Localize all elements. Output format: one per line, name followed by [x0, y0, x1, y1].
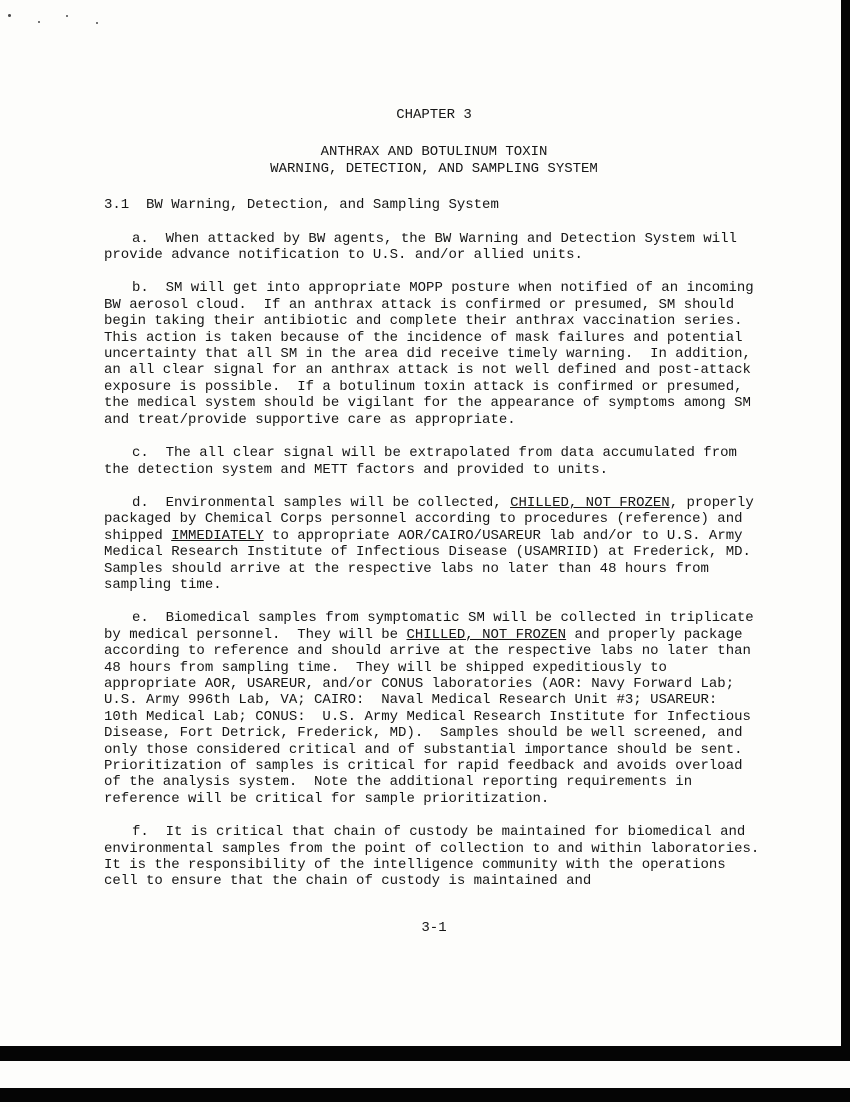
paragraph-e-underlined-1: CHILLED, NOT FROZEN — [406, 626, 567, 643]
paragraph-d-text-1: d. Environmental samples will be collected, — [132, 494, 511, 511]
scan-artifact-bottom-bar-2 — [0, 1088, 850, 1102]
paragraph-f: f. It is critical that chain of custody be maintained for biomedical and environmental samples from the point of collection to and within laboratories. It is the responsibility of the intelligence community with the operations cell to ensure that the chain of custody is maintained and — [104, 824, 777, 890]
paragraph-d-underlined-2: IMMEDIATELY — [171, 527, 264, 544]
scan-speck-3 — [66, 15, 68, 17]
paragraph-e-text-1: e. Biomedical samples from symptomatic SM will be collected in triplicate by medical personnel. They will be — [104, 610, 763, 643]
scan-artifact-bottom-bar-1 — [0, 1046, 850, 1061]
paragraph-e — [104, 610, 764, 807]
document-title-line-2: WARNING, DETECTION, AND SAMPLING SYSTEM — [270, 160, 598, 177]
scan-artifact-right-bar — [841, 0, 850, 1046]
paragraph-d-text-2: , properly packaged by Chemical Corps personnel according to procedures (reference) and shipped — [104, 494, 763, 544]
paragraph-d-text-3: to appropriate AOR/CAIRO/USAREUR lab and/or to U.S. Army Medical Research Institute of Infectious Disease (USAMRIID) at Frederick, MD. Samples should arrive at the respective labs no later than 48 hours from sampling time. — [104, 527, 768, 593]
page-number: 3-1 — [421, 919, 447, 936]
scan-speck-2 — [38, 21, 40, 23]
paragraph-d-underlined-1: CHILLED, NOT FROZEN — [510, 494, 670, 511]
paragraph-e-text-2: and properly package according to reference and should arrive at the respective labs no later than 48 hours from sampling time. They will be shipped expeditiously to appropriate AOR, USAREUR, and/or CONUS laboratories (AOR: Navy Forward Lab; U.S. Army 996th Lab, VA; CAIRO: Naval Medical Research Unit #3; USAREUR: 10th Medical Lab; CONUS: U.S. Army Medical Research Institute for Infectious Disease, Fort Detrick, Frederick, MD). Samples should be well screened, and only those considered critical and of substantial importance should be sent. Prioritization of samples is critical for rapid feedback and avoids overload of the analysis system. Note the additional reporting requirements in reference will be critical for sample prioritization. — [104, 626, 760, 807]
document-content — [104, 107, 777, 936]
paragraph-d — [104, 494, 768, 593]
chapter-heading: CHAPTER 3 — [396, 107, 472, 123]
paragraph-a: a. When attacked by BW agents, the BW Warning and Detection System will provide advance notification to U.S. and/or allied units. — [104, 230, 746, 264]
scan-speck-4 — [96, 22, 98, 24]
section-heading: 3.1 BW Warning, Detection, and Sampling System — [104, 197, 499, 214]
document-title-line-1: ANTHRAX AND BOTULINUM TOXIN — [320, 144, 548, 161]
scan-speck-1 — [8, 14, 11, 17]
paragraph-b: b. SM will get into appropriate MOPP posture when notified of an incoming BW aerosol cloud. If an anthrax attack is confirmed or presumed, SM should begin taking their antibiotic and complete their anthrax vaccination series. This action is taken because of the incidence of mask failures and potential uncertainty that all SM in the area did receive timely warning. In addition, an all clear signal for an anthrax attack is not well defined and post-attack exposure is possible. If a botulinum toxin attack is confirmed or presumed, the medical system should be vigilant for the appearance of symptoms among SM and treat/provide supportive care as appropriate. — [104, 280, 763, 428]
paragraph-c: c. The all clear signal will be extrapolated from data accumulated from the detection system and METT factors and provided to units. — [104, 445, 746, 478]
